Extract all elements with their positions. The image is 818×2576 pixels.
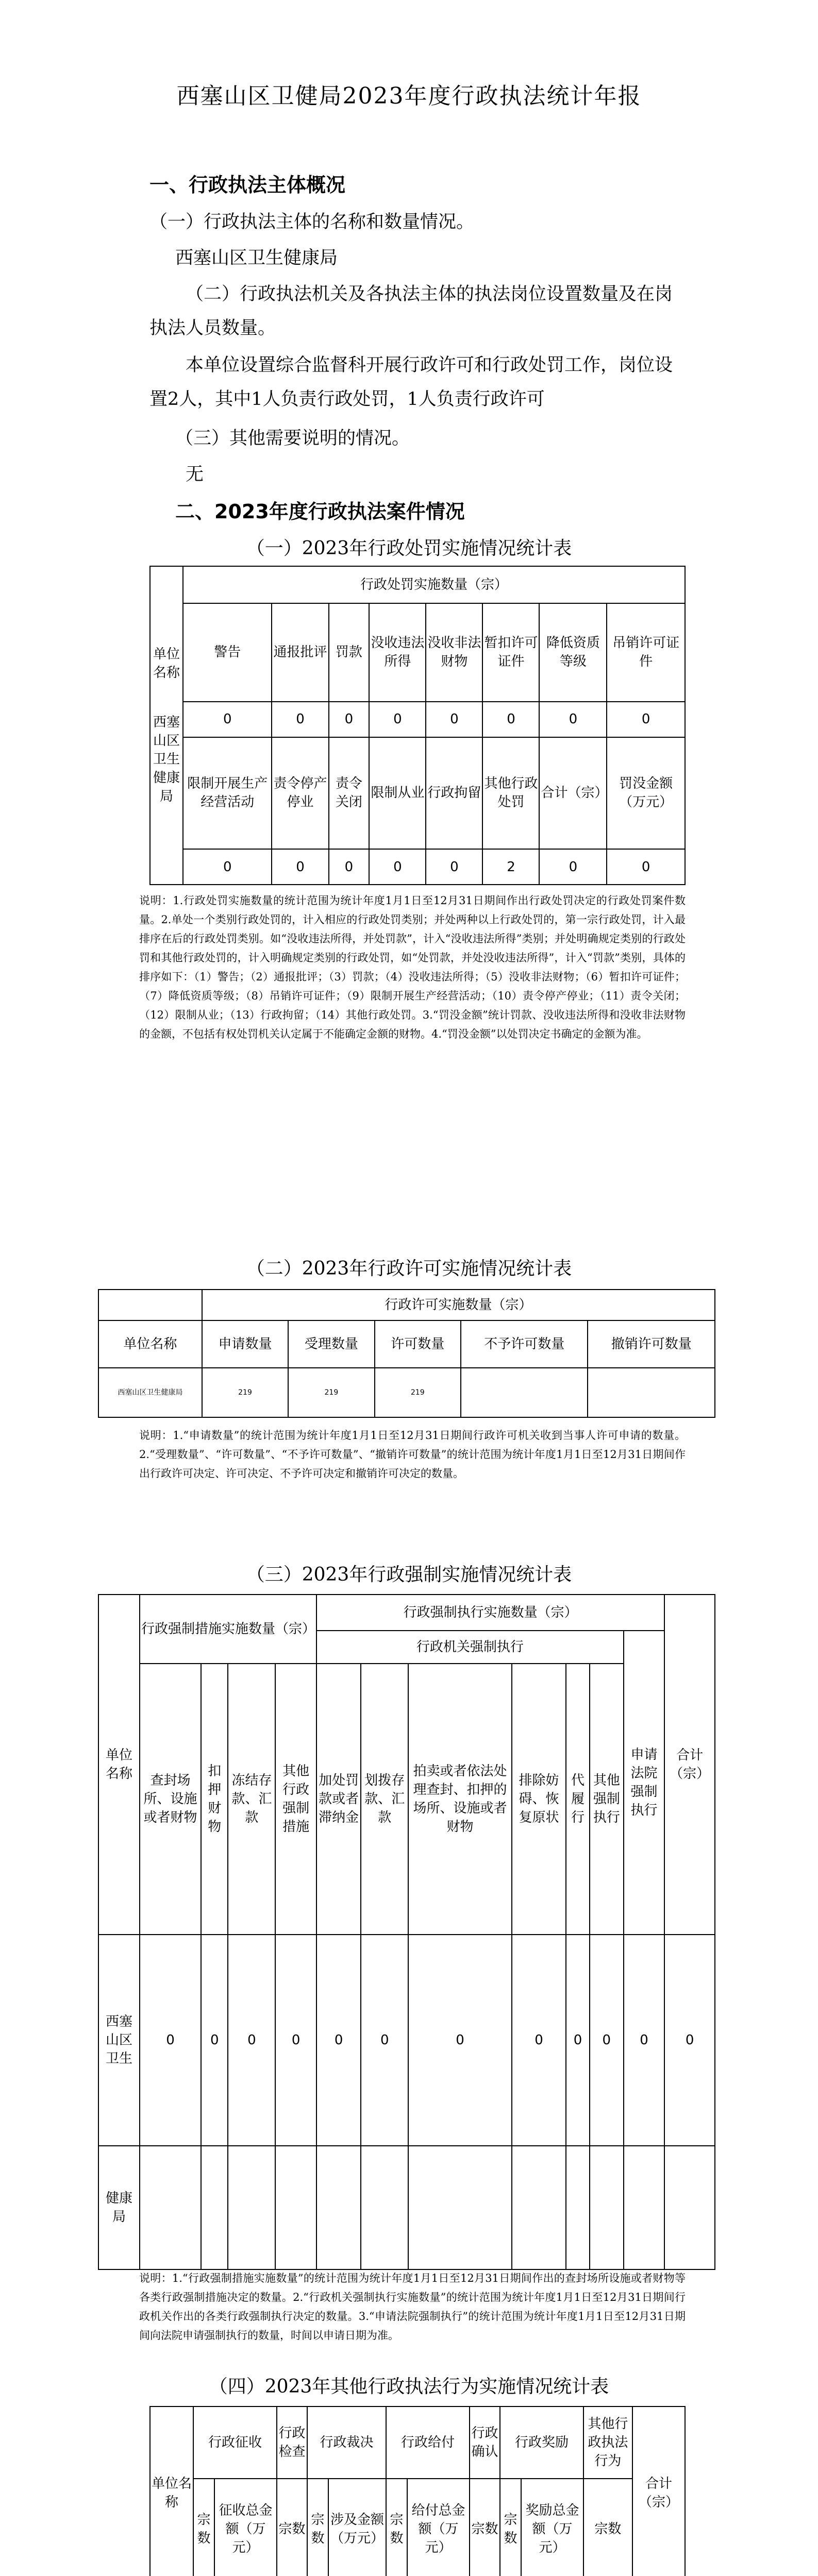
table-1-header-cell: 行政拘留 [426, 737, 482, 849]
table-1-header-cell: 责令停产停业 [272, 737, 328, 849]
table-3-value-cell: 0 [664, 1935, 715, 2146]
document-title: 西塞山区卫健局2023年度行政执法统计年报 [176, 83, 642, 109]
section-2-heading: 二、2023年度行政执法案件情况 [175, 500, 465, 523]
table-1-value-cell: 0 [426, 849, 482, 885]
table-4-group-header: 行政征收 [193, 2406, 277, 2479]
table-4-column-header: 宗数 [193, 2479, 214, 2576]
table-4-other-enforcement [149, 2406, 686, 2576]
table-3-note: 说明：1.“行政强制措施实施数量”的统计范围为统计年度1月1日至12月31日期间作出的查封场所设施或者财物等各类行政强制措施决定的数量。2.“行政机关强制执行实施数量”的统计范围为统计年度1月1日至12月31日期间行政机关作出的各类行政强制执行决定的数量。3.“申请法院强制执行”的统计范围为统计年度1月1日至12月31日期间向法院申请强制执行的数量，时间以申请日期为准。 [139, 2272, 686, 2342]
table-4-column-header: 宗数 [583, 2479, 632, 2576]
table-4-column-header: 宗数 [307, 2479, 328, 2576]
table-1-header-cell: 降低资质等级 [539, 603, 607, 702]
table-3-measures-group: 行政强制措施实施数量（宗） [140, 1595, 316, 1664]
table-4-column-header: 奖励总金额（万元） [521, 2479, 583, 2576]
table-2-header-cell: 撤销许可数量 [588, 1320, 715, 1368]
table-3-value-cell: 0 [624, 1935, 665, 2146]
table-3-self-exec-header: 排除妨碍、恢复原状 [512, 1664, 566, 1935]
table-1-header-cell: 限制从业 [369, 737, 426, 849]
table-1-value-cell: 0 [539, 849, 607, 885]
table-1-header-cell: 没收非法财物 [426, 603, 482, 702]
table-1-value-cell: 0 [369, 702, 426, 737]
table-3-court-header: 申请法院强制执行 [624, 1631, 665, 1935]
section-1-q3: （三）其他需要说明的情况。 [175, 428, 410, 449]
table-1-header-cell: 吊销许可证件 [607, 603, 685, 702]
table-3-self-exec-header: 拍卖或者依法处理查封、扣押的场所、设施或者财物 [408, 1664, 512, 1935]
table-3-value-cell: 0 [140, 1935, 201, 2146]
table-3-unit-header: 单位名称 [98, 1595, 140, 1935]
table-2-value-cell: 219 [202, 1368, 288, 1417]
table-4-group-header: 行政确认 [470, 2406, 500, 2479]
table-2-header-cell: 许可数量 [375, 1320, 461, 1368]
table-1-note: 说明：1.行政处罚实施数量的统计范围为统计年度1月1日至12月31日期间作出行政处罚决定的行政处罚案件数量。2.单处一个类别行政处罚的，计入相应的行政处罚类别；并处两种以上行政处罚的，第一宗行政处罚，计入最排序在后的行政处罚类别。如“没收违法所得，并处罚款”，计入“没收违法所得”类别；并处明确规定类别的行政处罚和其他行政处罚的，计入明确规定类别的行政处罚，如“处罚款，并处没收违法所得”，计入“罚款”类别，具体的排序如下：（1）警告；（2）通报批评；（3）罚款；（4）没收违法所得；（5）没收非法财物；（6）暂扣许可证件；（7）降低资质等级；（8）吊销许可证件；（9）限制开展生产经营活动；（10）责令停产停业；（11）责令关闭；（12）限制从业；（13）行政拘留；（14）其他行政处罚。3.“罚没金额”统计罚款、没收违法所得和没收非法财物的金额，不包括有权处罚机关认定属于不能确定金额的财物。4.“罚没金额”以处罚决定书确定的金额为准。 [139, 894, 686, 1040]
table-4-total-header: 合计（宗） [632, 2406, 685, 2576]
table-2-value-cell: 219 [288, 1368, 374, 1417]
table-3-self-exec-header: 代履行 [566, 1664, 590, 1935]
table-1-value-cell: 0 [183, 849, 272, 885]
table-1-group-header: 行政处罚实施数量（宗） [183, 566, 685, 603]
table-4-column-header: 宗数 [500, 2479, 521, 2576]
table-1-header-cell: 罚没金额（万元） [607, 737, 685, 849]
table-3-value-cell: 0 [228, 1935, 275, 2146]
table-2-header-cell: 受理数量 [288, 1320, 374, 1368]
table-4-group-header: 行政检查 [277, 2406, 307, 2479]
section-1-heading: 一、行政执法主体概况 [149, 174, 346, 196]
table-4-column-header: 给付总金额（万元） [407, 2479, 470, 2576]
table-3-self-exec-header: 其他强制执行 [590, 1664, 624, 1935]
table-2-header-cell: 不予许可数量 [461, 1320, 588, 1368]
table-1-value-cell: 0 [607, 702, 685, 737]
table-2-value-cell [461, 1368, 588, 1417]
table-1-value-cell: 0 [272, 702, 328, 737]
table-4-column-header: 宗数 [277, 2479, 307, 2576]
table-1-administrative-penalty [149, 566, 686, 885]
table-1-header-cell: 警告 [183, 603, 272, 702]
table-1-value-cell: 0 [369, 849, 426, 885]
table-3-measure-header: 查封场所、设施或者财物 [140, 1664, 201, 1935]
table-1-value-cell: 0 [426, 702, 482, 737]
table-4-column-header: 宗数 [386, 2479, 407, 2576]
table-3-total-header: 合计（宗） [664, 1595, 715, 1935]
table-2-header-cell: 申请数量 [202, 1320, 288, 1368]
table-4-column-header: 涉及金额（万元） [328, 2479, 386, 2576]
table-3-unit-cell: 西塞山区卫生 [98, 1935, 140, 2146]
table-1-header-cell: 其他行政处罚 [482, 737, 539, 849]
table-3-value-cell: 0 [408, 1935, 512, 2146]
table-1-value-cell: 0 [607, 849, 685, 885]
table-3-value-cell: 0 [512, 1935, 566, 2146]
table-3-self-exec-header: 划拨存款、汇款 [361, 1664, 408, 1935]
table-3-value-cell: 0 [566, 1935, 590, 2146]
section-1-a1: 西塞山区卫生健康局 [175, 248, 338, 268]
table-2-value-cell: 西塞山区卫生健康局 [98, 1368, 202, 1417]
table-2-administrative-license [98, 1289, 715, 1418]
table-3-exec-group: 行政强制执行实施数量（宗） [316, 1595, 664, 1631]
table-1-header-cell: 合计（宗） [539, 737, 607, 849]
table-1-header-cell: 限制开展生产经营活动 [183, 737, 272, 849]
table-2-value-cell: 219 [375, 1368, 461, 1417]
table-1-header-cell: 通报批评 [272, 603, 328, 702]
table-3-value-cell: 0 [361, 1935, 408, 2146]
section-1-a2: 本单位设置综合监督科开展行政许可和行政处罚工作，岗位设置2人，其中1人负责行政处罚，1人负责行政许可 [149, 355, 673, 410]
table-1-value-cell: 0 [272, 849, 328, 885]
table-4-title: （四）2023年其他行政执法行为实施情况统计表 [209, 2376, 609, 2397]
table-2-note: 说明：1.“申请数量”的统计范围为统计年度1月1日至12月31日期间行政许可机关收到当事人许可申请的数量。2.“受理数量”、“许可数量”、“不予许可数量”、“撤销许可数量”的统计范围为统计年度1月1日至12月31日期间作出行政许可决定、许可决定、不予许可决定和撤销许可决定的数量。 [139, 1429, 686, 1480]
table-3-measure-header: 冻结存款、汇款 [228, 1664, 275, 1935]
table-2-title: （二）2023年行政许可实施情况统计表 [246, 1258, 572, 1279]
table-3-value-cell: 0 [275, 1935, 316, 2146]
table-4-group-header: 其他行政执法行为 [583, 2406, 632, 2479]
section-1-q2: （二）行政执法机关及各执法主体的执法岗位设置数量及在岗执法人员数量。 [149, 284, 673, 338]
table-1-header-cell: 责令关闭 [329, 737, 370, 849]
table-3-value-cell: 0 [590, 1935, 624, 2146]
table-4-column-header: 征收总金额（万元） [214, 2479, 277, 2576]
table-3-measure-header: 其他行政强制措施 [275, 1664, 316, 1935]
table-1-header-cell: 没收违法所得 [369, 603, 426, 702]
section-1-q1: （一）行政执法主体的名称和数量情况。 [149, 212, 475, 232]
table-2-header-cell: 单位名称 [98, 1320, 202, 1368]
table-1-unit-header: 单位名称 西塞山区卫生健康局 [150, 566, 183, 885]
table-1-value-cell: 0 [329, 702, 370, 737]
table-3-title: （三）2023年行政强制实施情况统计表 [246, 1564, 572, 1585]
table-1-value-cell: 0 [183, 702, 272, 737]
table-4-group-header: 行政奖励 [500, 2406, 583, 2479]
table-1-value-cell: 0 [539, 702, 607, 737]
section-1-a3: 无 [186, 464, 204, 485]
table-3-unit-cell-2: 健康局 [98, 2146, 140, 2269]
table-4-group-header: 行政裁决 [307, 2406, 386, 2479]
table-1-header-cell: 暂扣许可证件 [482, 603, 539, 702]
table-2-group-header: 行政许可实施数量（宗） [202, 1290, 715, 1320]
table-3-administrative-coercion [98, 1594, 715, 2270]
table-1-value-cell: 0 [329, 849, 370, 885]
table-3-value-cell: 0 [201, 1935, 228, 2146]
table-1-value-cell: 2 [482, 849, 539, 885]
table-4-group-header: 行政给付 [386, 2406, 470, 2479]
table-3-measure-header: 扣押财物 [201, 1664, 228, 1935]
table-1-unit-name: 西塞山区卫生健康局 [153, 715, 180, 804]
table-3-self-exec-group: 行政机关强制执行 [316, 1631, 624, 1664]
table-1-title: （一）2023年行政处罚实施情况统计表 [246, 538, 572, 559]
table-2-value-cell [588, 1368, 715, 1417]
table-1-value-cell: 0 [482, 702, 539, 737]
table-4-unit-header: 单位名称 [150, 2406, 193, 2576]
table-3-value-cell: 0 [316, 1935, 361, 2146]
table-3-self-exec-header: 加处罚款或者滞纳金 [316, 1664, 361, 1935]
table-4-column-header: 宗数 [470, 2479, 500, 2576]
table-1-header-cell: 罚款 [329, 603, 370, 702]
